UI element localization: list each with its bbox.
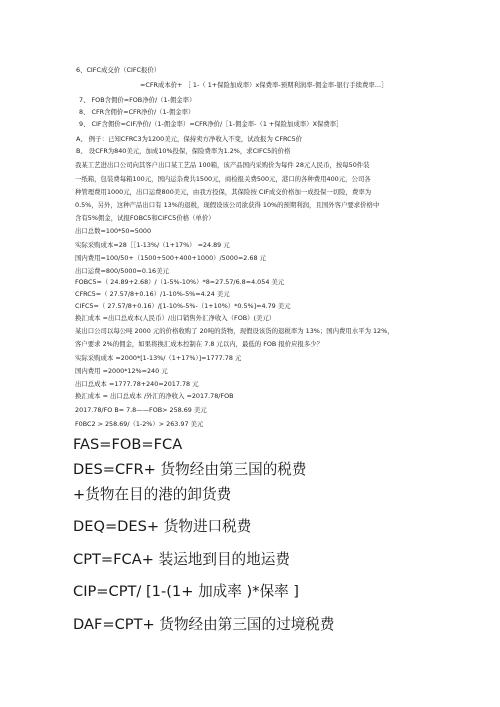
text-line: 6、CIFC成交价（CIFC报价） [76,66,161,74]
text-line: 国内费用=100/50+（1500+500+400+1000）/5000=2.68 元 [75,254,266,262]
text-line: A、 例子：已知CFRC3为1200美元，保持卖方净收入不变，试改报为 CFRC5价 [76,135,303,143]
text-line: 8、 CFR含佣价=CFR净价/（1-佣金率） [79,108,195,116]
text-line: CFRC5=（ 27.57/8+0.16）/1-10%-5%=4.24 美元 [75,290,230,298]
text-line: 出口总数=100*50=5000 [75,227,152,235]
text-line: 换汇成本 = 出口总成本 /外汇的净收入 =2017.78/FOB [75,392,234,400]
text-line: 7、 FOB含佣价=FOB净价/（1-佣金率） [79,96,196,104]
text-line: 9、 CIF含佣价=CIF净价/（1-佣金率）=CFR净价/［1-佣金率-（1 +保险加成率）X保费率］ [79,120,343,128]
text-line: B、 设CFR为840美元，加成10%投保，保险费率为1.2%，求CIFC5的价格 [76,147,291,155]
text-line: 2017.78/FO B= 7.8——FOB> 258.69 美元 [75,406,207,414]
text-line: F0BC2 > 258.69/（1-2%）> 263.97 美元 [75,420,204,428]
text-line: 种管理费用1000元，出口运费800美元，由我方投保，其保险按 CIF成交价格加一成投保一切险，费率为 [75,188,372,196]
formula-line: DAF=CPT+ 货物经由第三国的过境税费 [73,616,335,633]
formula-line: CPT=FCA+ 装运地到目的地运费 [73,551,290,568]
formula-line: DEQ=DES+ 货物进口税费 [73,518,252,535]
text-line: 国内费用 =2000*12%=240 元 [75,367,168,375]
formula-line: +货物在目的港的卸货费 [73,486,232,503]
formula-line: DES=CFR+ 货物经由第三国的税费 [73,461,307,478]
text-line: 实际采购成本 =2000*[1-13%/（1+17%）]=1777.78 元 [75,354,242,362]
text-line: 出口运费=800/5000=0.16美元 [75,267,169,275]
text-line: 含有5%佣金，试报FOBC5和CIFC5价格（单价） [75,214,215,222]
text-line: CIFC5=（ 27.57/8+0.16）/[1-10%-5%-（1+10%）*0.5%]=4.79 美元 [75,302,291,310]
text-line: FOBC5=（ 24.89+2.68）/（1-5%-10%）*8=27.57/6.8=4.054 美元 [75,278,285,286]
text-line: 客户要求 2%的佣金，如果将换汇成本控制在 7.8 元以内，最低的 FOB 报价应报多少？ [75,340,324,348]
text-line: 换汇成本 =出口总成本(人民币）/出口销售外汇净收入（FOB）(美元） [75,314,276,322]
formula-line: FAS=FOB=FCA [73,436,183,453]
formula-line: CIP=CPT/ [1-(1+ 加成率 )*保率 ] [73,583,300,600]
text-line: 0.5%，另外，这种产品出口有 13%的退税，现假设该公司欲获得 10%的预期利润，且国外客户要求价格中 [75,201,380,209]
text-line: 某出口公司以每公吨 2000 元的价格收购了 20吨的货物，现假设该货的退税率为 13%；国内费用水平为 12%， [75,327,394,335]
text-line: =CFR成本价+ ［ 1-（ 1+保险加成率）x保费率-预期利润率-佣金率-银行手续费率…］ [140,81,388,89]
text-line: 我某工艺进出口公司向其客户出口某工艺品 100箱，该产品国内采购价为每件 28元人民币，按每50件装 [75,161,370,169]
text-line: 实际采购成本=28［［1-13%/（1+17%） =24.89 元 [75,241,230,249]
text-line: 一纸箱，包装费每箱100元，国内运杂费共1500元，商检报关费500元，港口的各种费用400元，公司各 [75,175,371,183]
text-line: 出口总成本 =1777.78+240=2017.78 元 [75,380,199,388]
